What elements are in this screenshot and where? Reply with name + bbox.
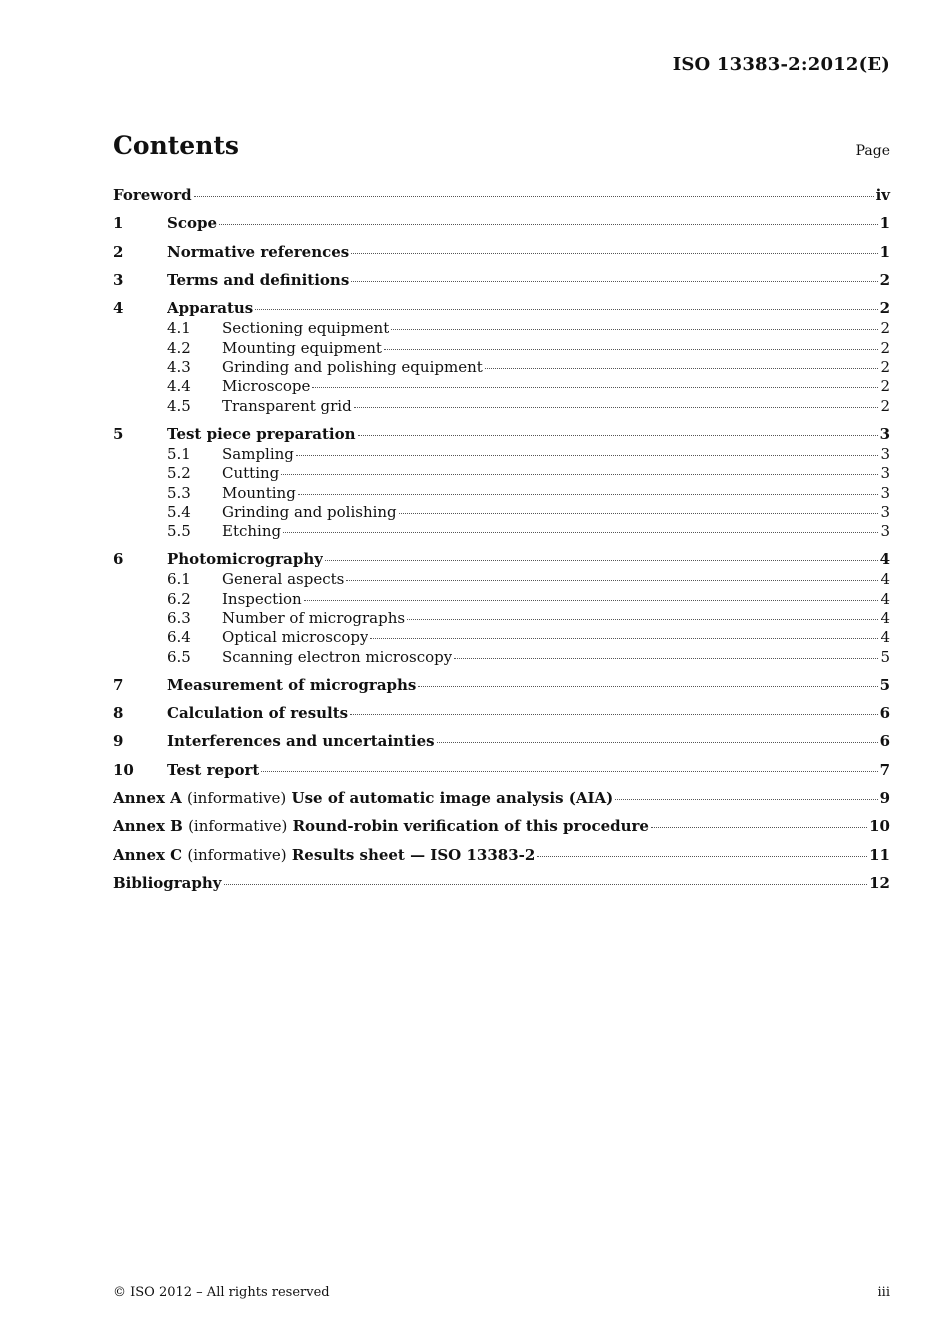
annex-title: Round-robin verification of this procedure xyxy=(292,817,649,836)
dot-leader xyxy=(298,494,879,495)
toc-number: 6.3 xyxy=(167,609,191,628)
toc-number: 6.1 xyxy=(167,570,191,589)
toc-page: 3 xyxy=(880,483,890,502)
toc-page: 4 xyxy=(879,550,890,569)
toc-number: 6.4 xyxy=(167,628,191,647)
toc-number: 1 xyxy=(113,214,124,233)
toc-title: Inspection xyxy=(222,589,302,608)
toc-title: Terms and definitions xyxy=(167,270,350,289)
toc-title: Grinding and polishing equipment xyxy=(222,357,483,376)
toc-page: 7 xyxy=(879,760,890,779)
dot-leader xyxy=(261,771,877,772)
toc-title: Scanning electron microscopy xyxy=(222,647,453,666)
dot-leader xyxy=(351,281,877,282)
toc-entry-test-piece-preparation[interactable] xyxy=(113,425,890,445)
toc-number: 9 xyxy=(113,732,124,751)
toc-entry-grinding-and-polishing[interactable] xyxy=(113,503,890,522)
toc-entry-etching[interactable] xyxy=(113,522,890,545)
toc-entry-microscope[interactable] xyxy=(113,377,890,396)
dot-leader xyxy=(312,387,878,388)
toc-page: 10 xyxy=(869,817,890,836)
dot-leader xyxy=(296,455,879,456)
toc-page: 2 xyxy=(879,299,890,318)
dot-leader xyxy=(384,349,879,350)
annex-label: Annex B xyxy=(113,817,183,836)
dot-leader xyxy=(350,714,877,715)
toc-page: 2 xyxy=(880,357,890,376)
page-number: iii xyxy=(877,1285,890,1300)
toc-number: 6.2 xyxy=(167,589,191,608)
toc-number: 8 xyxy=(113,704,124,723)
toc-page: 2 xyxy=(880,377,890,396)
page-column-label: Page xyxy=(855,143,890,159)
toc-number: 4.4 xyxy=(167,377,191,396)
dot-leader xyxy=(346,580,878,581)
annex-label: Annex A xyxy=(113,789,182,808)
toc-entry-cutting[interactable] xyxy=(113,464,890,483)
dot-leader xyxy=(391,329,878,330)
toc-page: iv xyxy=(875,186,890,204)
toc-page: 6 xyxy=(879,732,890,751)
toc-number: 5.4 xyxy=(167,502,191,521)
toc-title: Sectioning equipment xyxy=(222,319,390,338)
toc-number: 4.2 xyxy=(167,338,191,357)
toc-entry-general-aspects[interactable] xyxy=(113,570,890,589)
toc-page: 2 xyxy=(880,338,890,357)
toc-number: 2 xyxy=(113,242,124,261)
annex-informative: (informative) xyxy=(187,845,287,864)
toc-title: Scope xyxy=(167,214,218,233)
toc-title: Microscope xyxy=(222,377,311,396)
toc-entry-scope[interactable] xyxy=(113,214,890,242)
toc-page: 3 xyxy=(879,424,890,443)
toc-page: 3 xyxy=(880,502,890,521)
toc-entry-scanning-electron-microscopy[interactable] xyxy=(113,648,890,671)
toc-page: 11 xyxy=(869,845,890,864)
toc-title: Mounting xyxy=(222,483,296,502)
toc-page: 5 xyxy=(879,675,890,694)
toc-annex-heading xyxy=(113,789,613,807)
toc-title: Measurement of micrographs xyxy=(167,675,417,694)
dot-leader xyxy=(351,253,877,254)
dot-leader xyxy=(224,884,868,885)
contents-title: Contents xyxy=(113,131,240,160)
toc-title: Etching xyxy=(222,522,282,541)
toc-entry-sectioning-equipment[interactable] xyxy=(113,319,890,338)
toc-number: 6 xyxy=(113,550,124,569)
annex-title: Results sheet — ISO 13383-2 xyxy=(291,845,536,864)
toc-entry-annex-c[interactable] xyxy=(113,846,890,874)
copyright-notice: © ISO 2012 – All rights reserved xyxy=(113,1285,330,1300)
toc-entry-sampling[interactable] xyxy=(113,445,890,464)
toc-entry-test-report[interactable] xyxy=(113,761,890,789)
toc-title: Transparent grid xyxy=(222,396,352,415)
toc-title: Photomicrography xyxy=(167,550,323,569)
toc-title: Sampling xyxy=(222,444,294,463)
toc-page: 3 xyxy=(880,444,890,463)
toc-entry-terms-and-definitions[interactable] xyxy=(113,271,890,299)
toc-entry-photomicrography[interactable] xyxy=(113,550,890,570)
dot-leader xyxy=(651,827,867,828)
toc-page: 2 xyxy=(880,396,890,415)
toc-title: Number of micrographs xyxy=(222,609,406,628)
toc-title: Calculation of results xyxy=(167,704,349,723)
toc-entry-inspection[interactable] xyxy=(113,590,890,609)
dot-leader xyxy=(437,742,878,743)
toc-page: 9 xyxy=(879,789,890,808)
annex-informative: (informative) xyxy=(188,817,288,836)
dot-leader xyxy=(325,560,878,561)
toc-page: 3 xyxy=(880,522,890,541)
toc-page: 2 xyxy=(879,270,890,289)
toc-entry-calculation-of-results[interactable] xyxy=(113,704,890,732)
toc-entry-mounting[interactable] xyxy=(113,484,890,503)
toc-entry-transparent-grid[interactable] xyxy=(113,397,890,420)
toc-page: 4 xyxy=(880,589,890,608)
toc-page: 1 xyxy=(879,242,890,261)
toc-title: Cutting xyxy=(222,464,280,483)
toc-page: 4 xyxy=(880,609,890,628)
toc-entry-mounting-equipment[interactable] xyxy=(113,339,890,358)
toc-number: 5.3 xyxy=(167,483,191,502)
toc-entry-optical-microscopy[interactable] xyxy=(113,628,890,647)
toc-annex-heading xyxy=(113,846,535,864)
toc-entry-annex-a[interactable] xyxy=(113,789,890,817)
dot-leader xyxy=(219,224,878,225)
toc-title: Interferences and uncertainties xyxy=(167,732,435,751)
toc-title: Bibliography xyxy=(113,873,222,892)
document-id: ISO 13383-2:2012(E) xyxy=(672,54,890,75)
toc-title: Apparatus xyxy=(167,299,254,318)
toc-title: Normative references xyxy=(167,242,350,261)
toc-title: Mounting equipment xyxy=(222,338,382,357)
toc-page: 4 xyxy=(880,628,890,647)
toc-number: 5.1 xyxy=(167,444,191,463)
dot-leader xyxy=(281,474,878,475)
toc-title: Grinding and polishing xyxy=(222,502,397,521)
dot-leader xyxy=(194,196,874,197)
toc-entry-interferences-and-uncertainties[interactable] xyxy=(113,732,890,760)
toc-entry-bibliography[interactable] xyxy=(113,874,890,902)
dot-leader xyxy=(358,435,878,436)
toc-number: 5.5 xyxy=(167,522,191,541)
toc-number: 6.5 xyxy=(167,647,191,666)
toc-annex-heading xyxy=(113,817,649,835)
dot-leader xyxy=(615,799,877,800)
toc-title: Foreword xyxy=(113,186,192,204)
dot-leader xyxy=(407,619,878,620)
toc-number: 7 xyxy=(113,675,124,694)
toc-entry-normative-references[interactable] xyxy=(113,243,890,271)
dot-leader xyxy=(304,600,879,601)
toc-number: 3 xyxy=(113,270,124,289)
dot-leader xyxy=(399,513,879,514)
toc-title: Optical microscopy xyxy=(222,628,369,647)
dot-leader xyxy=(370,638,878,639)
toc-entry-foreword[interactable] xyxy=(113,186,890,214)
dot-leader xyxy=(283,532,878,533)
annex-label: Annex C xyxy=(113,845,183,864)
toc-page: 12 xyxy=(869,873,890,892)
dot-leader xyxy=(418,686,877,687)
toc-number: 5.2 xyxy=(167,464,191,483)
toc-page: 4 xyxy=(880,570,890,589)
annex-informative: (informative) xyxy=(187,789,287,808)
toc-entry-apparatus[interactable] xyxy=(113,299,890,319)
toc-number: 5 xyxy=(113,424,124,443)
toc-page: 5 xyxy=(880,647,890,666)
toc-page: 6 xyxy=(879,704,890,723)
dot-leader xyxy=(537,856,867,857)
toc-entry-number-of-micrographs[interactable] xyxy=(113,609,890,628)
toc-title: General aspects xyxy=(222,570,345,589)
toc-number: 4.3 xyxy=(167,357,191,376)
table-of-contents xyxy=(113,186,890,902)
toc-page: 3 xyxy=(880,464,890,483)
toc-entry-grinding-polishing-equipment[interactable] xyxy=(113,358,890,377)
toc-title: Test piece preparation xyxy=(167,424,356,443)
toc-entry-measurement-of-micrographs[interactable] xyxy=(113,676,890,704)
dot-leader xyxy=(454,658,878,659)
dot-leader xyxy=(255,309,877,310)
toc-page: 1 xyxy=(879,214,890,233)
dot-leader xyxy=(354,407,879,408)
toc-number: 4.1 xyxy=(167,319,191,338)
toc-number: 4.5 xyxy=(167,396,191,415)
dot-leader xyxy=(485,368,879,369)
toc-title: Test report xyxy=(167,760,260,779)
toc-page: 2 xyxy=(880,319,890,338)
toc-entry-annex-b[interactable] xyxy=(113,817,890,845)
toc-number: 4 xyxy=(113,299,124,318)
annex-title: Use of automatic image analysis (AIA) xyxy=(291,789,614,808)
toc-number: 10 xyxy=(113,760,134,779)
